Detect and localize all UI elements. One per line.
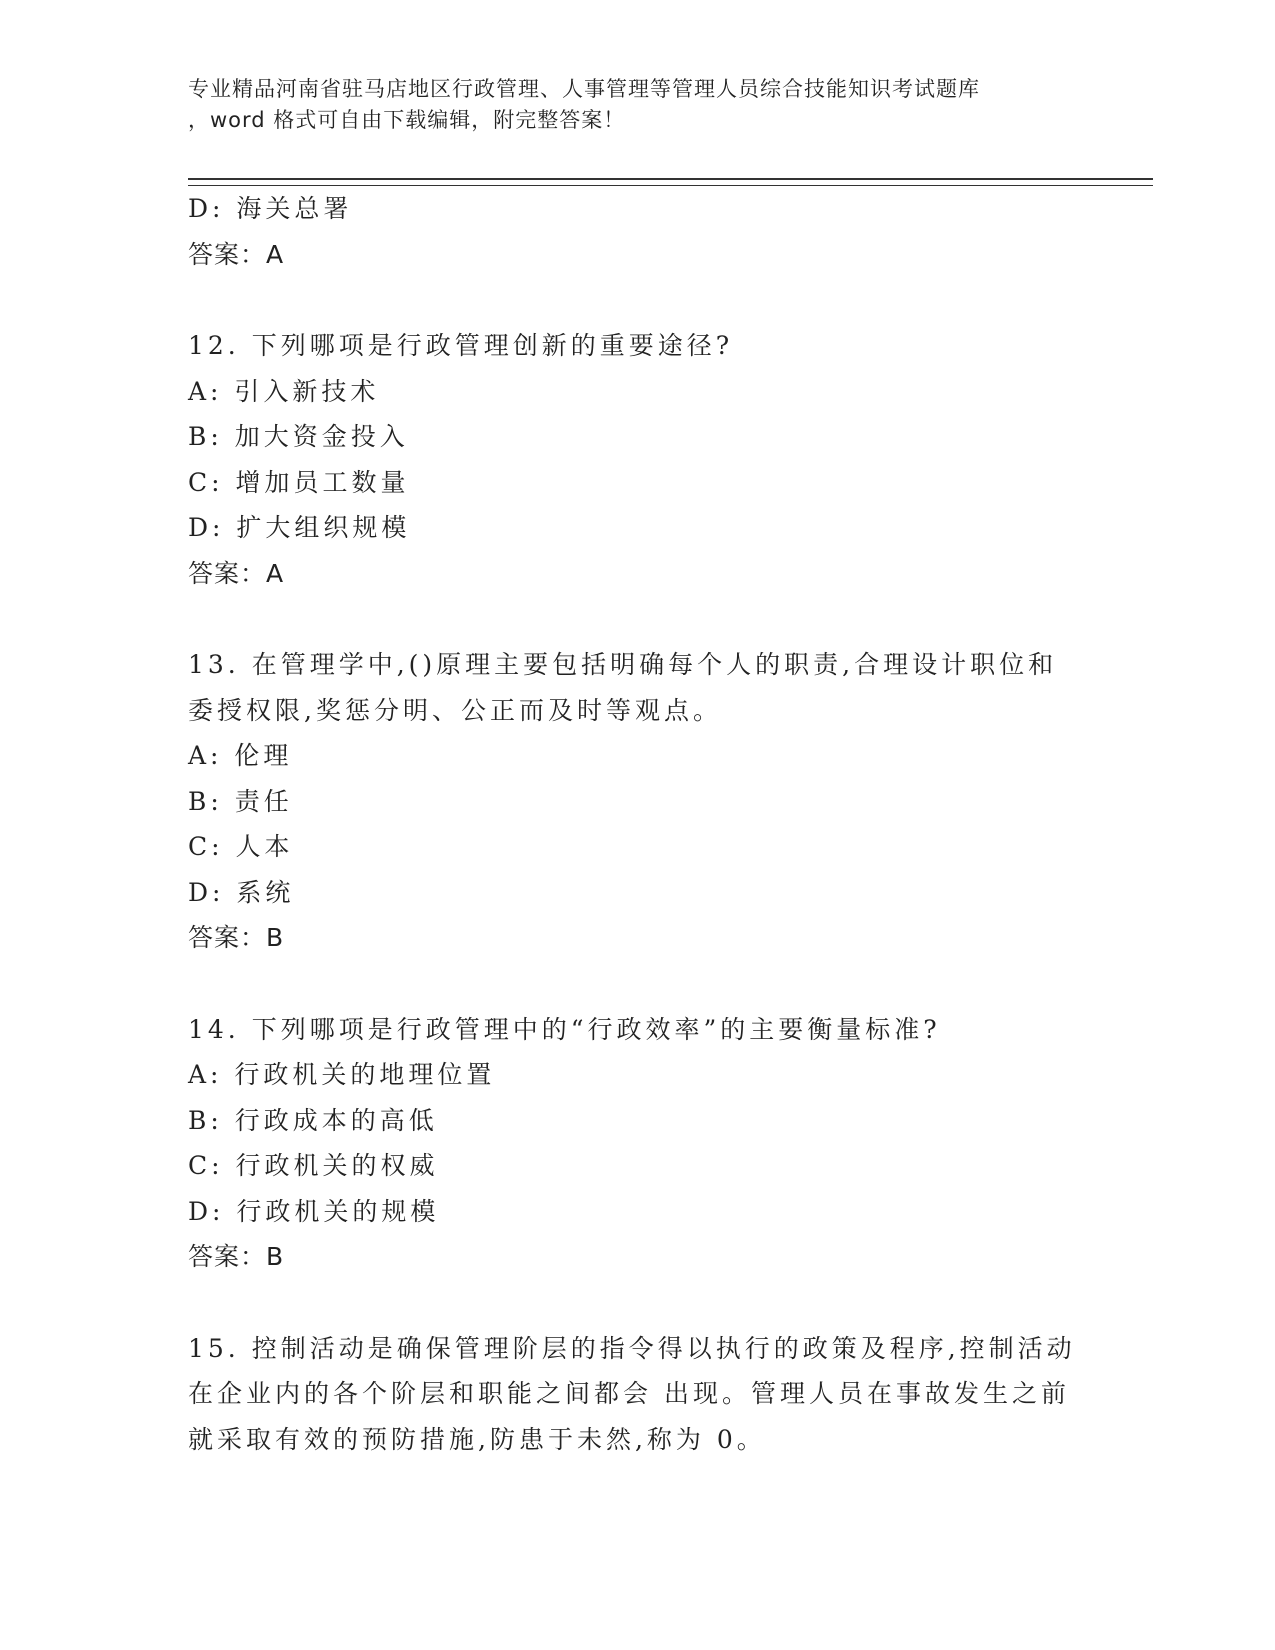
spacer [188,961,1088,1007]
option-a: A: 引入新技术 [188,376,380,406]
header-title-line2: ，word 格式可自由下载编辑，附完整答案！ [188,108,626,132]
option-c: C: 人本 [188,832,294,861]
question-text-line2: 委授权限,奖惩分明、公正而及时等观点。 [188,695,722,725]
option-d: D: 扩大组织规模 [188,513,411,542]
question-14 [188,1007,1088,1280]
question-text: 12. 下列哪项是行政管理创新的重要途径? [188,331,734,360]
option-c: C: 增加员工数量 [188,467,410,497]
spacer [188,277,1088,323]
question-text-line1: 15. 控制活动是确保管理阶层的指令得以执行的政策及程序,控制活动 [188,1333,1076,1363]
header-divider [188,178,1153,186]
question-content [188,186,1088,1462]
question-text-line3: 就采取有效的预防措施,防患于未然,称为 0。 [188,1424,766,1454]
option-b: B: 行政成本的高低 [188,1105,438,1135]
option-b: B: 责任 [188,786,293,816]
question-text-line1: 13. 在管理学中,()原理主要包括明确每个人的职责,合理设计职位和 [188,650,1058,679]
spacer [188,1280,1088,1326]
spacer [188,596,1088,642]
answer-label: 答案：B [188,1242,285,1271]
question-13 [188,642,1088,961]
answer-label: 答案：A [188,558,285,588]
header-title-line1: 专业精品河南省驻马店地区行政管理、人事管理等管理人员综合技能知识考试题库 [188,77,980,101]
option-d: D: 行政机关的规模 [188,1196,440,1226]
question-text-line2: 在企业内的各个阶层和职能之间都会 出现。管理人员在事故发生之前 [188,1379,1070,1408]
answer-label: 答案：B [188,923,285,952]
question-11-tail [188,186,1088,277]
question-15 [188,1326,1088,1463]
question-text: 14. 下列哪项是行政管理中的“行政效率”的主要衡量标准? [188,1014,941,1044]
option-c: C: 行政机关的权威 [188,1151,439,1180]
option-a: A: 伦理 [188,741,293,770]
option-d: D: 系统 [188,877,295,907]
page-header [188,74,1088,136]
question-12 [188,323,1088,596]
option-a: A: 行政机关的地理位置 [188,1060,496,1089]
option-b: B: 加大资金投入 [188,422,409,451]
answer-label: 答案：A [188,239,285,269]
option-d: D: 海关总署 [188,194,353,223]
